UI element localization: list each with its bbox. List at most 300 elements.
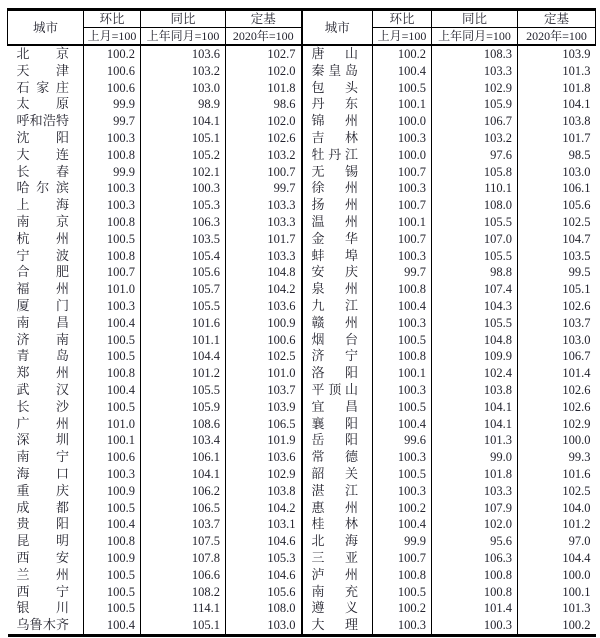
table-body (8, 45, 596, 635)
city-name: 徐州 (311, 180, 358, 196)
table-row (8, 80, 596, 97)
yoy-value-cell: 97.6 (432, 147, 518, 164)
header-base-sub-right: 2020年=100 (518, 28, 596, 46)
yoy-value-cell: 101.8 (432, 466, 518, 483)
table-row (8, 466, 596, 483)
city-cell (8, 96, 84, 113)
yoy-value-cell: 105.9 (432, 96, 518, 113)
yoy-value-cell: 110.1 (432, 180, 518, 197)
city-name: 长春 (16, 163, 69, 179)
city-cell (8, 500, 84, 517)
mom-value-cell: 101.0 (84, 281, 141, 298)
city-name: 平顶山 (311, 381, 358, 397)
yoy-value-cell: 101.1 (141, 332, 226, 349)
base-value-cell: 103.0 (226, 617, 302, 635)
table-row (8, 264, 596, 281)
yoy-value-cell: 106.5 (141, 500, 226, 517)
city-name: 郑州 (16, 365, 69, 381)
mom-value-cell: 100.4 (373, 63, 432, 80)
city-name: 韶关 (311, 465, 358, 481)
yoy-value-cell: 102.4 (432, 365, 518, 382)
yoy-value-cell: 105.4 (141, 248, 226, 265)
city-name: 洛阳 (311, 365, 358, 381)
city-name: 南昌 (16, 314, 69, 330)
base-value-cell: 99.5 (568, 265, 591, 280)
base-value-cell: 104.6 (226, 567, 302, 584)
base-value-cell: 101.3 (562, 601, 591, 616)
mom-value-cell: 100.7 (373, 231, 432, 248)
yoy-value-cell: 105.5 (141, 382, 226, 399)
base-value-cell: 102.6 (562, 382, 591, 397)
city-name: 锦州 (311, 113, 358, 129)
table-row (8, 399, 596, 416)
city-cell (8, 147, 84, 164)
city-cell (8, 533, 84, 550)
city-cell (302, 584, 373, 601)
base-value-cell: 101.4 (562, 366, 591, 381)
city-name: 青岛 (16, 348, 69, 364)
city-cell (302, 315, 373, 332)
base-value-cell: 103.2 (226, 147, 302, 164)
mom-value-cell: 100.5 (84, 600, 141, 617)
table-row (8, 63, 596, 80)
mom-value-cell: 100.6 (84, 449, 141, 466)
city-name: 包头 (311, 79, 358, 95)
yoy-value-cell: 101.2 (141, 365, 226, 382)
header-yoy-left: 同比 (141, 10, 226, 28)
city-cell (8, 483, 84, 500)
yoy-value-cell: 98.8 (432, 264, 518, 281)
city-cell (8, 63, 84, 80)
base-value-cell: 103.8 (562, 114, 591, 129)
header-mom-left: 环比 (84, 10, 141, 28)
header-base-left: 定基 (226, 10, 302, 28)
city-cell (302, 617, 373, 635)
header-mom-sub-left: 上月=100 (84, 28, 141, 46)
yoy-value-cell: 102.0 (432, 516, 518, 533)
header-city-right: 城市 (302, 10, 373, 46)
base-value-cell: 99.3 (568, 450, 591, 465)
yoy-value-cell: 105.5 (141, 298, 226, 315)
yoy-value-cell: 108.6 (141, 416, 226, 433)
city-cell (302, 449, 373, 466)
base-value-cell: 102.9 (226, 466, 302, 483)
mom-value-cell: 100.5 (373, 80, 432, 97)
base-value-cell: 103.9 (562, 47, 591, 61)
city-name: 西安 (16, 549, 69, 565)
city-name: 上海 (16, 197, 69, 213)
base-value-cell: 103.5 (562, 248, 591, 263)
city-cell (302, 382, 373, 399)
mom-value-cell: 100.8 (373, 348, 432, 365)
city-cell (8, 449, 84, 466)
city-name: 吉林 (311, 129, 358, 145)
yoy-value-cell: 104.3 (432, 298, 518, 315)
city-cell (302, 130, 373, 147)
mom-value-cell: 100.3 (84, 197, 141, 214)
city-cell (302, 180, 373, 197)
mom-value-cell: 99.7 (373, 264, 432, 281)
base-value-cell: 101.2 (562, 517, 591, 532)
base-value-cell: 104.8 (226, 264, 302, 281)
mom-value-cell: 100.3 (84, 180, 141, 197)
base-value-cell: 101.9 (226, 432, 302, 449)
yoy-value-cell: 106.1 (141, 449, 226, 466)
table-row (8, 248, 596, 265)
city-cell (302, 231, 373, 248)
base-value-cell: 101.0 (226, 365, 302, 382)
city-cell (302, 348, 373, 365)
base-value-cell: 106.7 (562, 349, 591, 364)
mom-value-cell: 100.4 (373, 516, 432, 533)
city-cell (302, 399, 373, 416)
yoy-value-cell: 104.1 (141, 113, 226, 130)
base-value-cell: 100.6 (226, 332, 302, 349)
table-row (8, 180, 596, 197)
base-value-cell: 103.3 (226, 197, 302, 214)
city-cell (8, 550, 84, 567)
mom-value-cell: 100.8 (84, 214, 141, 231)
yoy-value-cell: 102.9 (432, 80, 518, 97)
yoy-value-cell: 105.1 (141, 130, 226, 147)
mom-value-cell: 100.0 (373, 147, 432, 164)
table-row (8, 197, 596, 214)
base-value-cell: 105.1 (562, 282, 591, 297)
yoy-value-cell: 102.1 (141, 164, 226, 181)
mom-value-cell: 100.8 (84, 365, 141, 382)
base-value-cell: 103.0 (562, 164, 591, 179)
base-value-cell: 105.6 (562, 198, 591, 213)
city-name: 九江 (311, 297, 358, 313)
mom-value-cell: 100.5 (84, 584, 141, 601)
base-value-cell: 102.0 (226, 63, 302, 80)
yoy-value-cell: 103.2 (141, 63, 226, 80)
yoy-value-cell: 104.4 (141, 348, 226, 365)
base-value-cell: 97.0 (568, 534, 591, 549)
city-cell (8, 399, 84, 416)
mom-value-cell: 100.3 (84, 298, 141, 315)
city-name: 福州 (16, 281, 69, 297)
base-value-cell: 104.6 (226, 533, 302, 550)
yoy-value-cell: 103.3 (432, 63, 518, 80)
yoy-value-cell: 101.6 (141, 315, 226, 332)
yoy-value-cell: 106.3 (141, 214, 226, 231)
yoy-value-cell: 106.2 (141, 483, 226, 500)
city-name: 宜昌 (311, 398, 358, 414)
mom-value-cell: 100.2 (373, 45, 432, 63)
yoy-value-cell: 114.1 (141, 600, 226, 617)
city-name: 济南 (16, 331, 69, 347)
city-name: 大理 (311, 617, 358, 633)
city-cell (8, 584, 84, 601)
city-name: 大连 (16, 146, 69, 162)
table-row (8, 315, 596, 332)
city-name: 沈阳 (16, 129, 69, 145)
yoy-value-cell: 108.3 (432, 45, 518, 63)
yoy-value-cell: 100.3 (432, 617, 518, 635)
mom-value-cell: 100.9 (84, 550, 141, 567)
city-cell (302, 45, 373, 63)
base-value-cell: 100.0 (562, 567, 591, 582)
city-cell (302, 281, 373, 298)
city-name: 太原 (16, 96, 69, 112)
yoy-value-cell: 108.0 (432, 197, 518, 214)
city-cell (302, 567, 373, 584)
base-value-cell: 106.1 (562, 181, 591, 196)
mom-value-cell: 100.3 (373, 483, 432, 500)
mom-value-cell: 100.7 (373, 550, 432, 567)
table-row (8, 432, 596, 449)
city-name: 杭州 (16, 230, 69, 246)
city-cell (8, 113, 84, 130)
city-name: 湛江 (311, 482, 358, 498)
base-value-cell: 103.7 (226, 382, 302, 399)
yoy-value-cell: 100.8 (432, 567, 518, 584)
city-cell (302, 298, 373, 315)
table-row (8, 382, 596, 399)
header-mom-right: 环比 (373, 10, 432, 28)
table-row (8, 550, 596, 567)
yoy-value-cell: 104.8 (432, 332, 518, 349)
price-index-table (7, 8, 596, 637)
table-row (8, 416, 596, 433)
yoy-value-cell: 107.8 (141, 550, 226, 567)
city-cell (8, 332, 84, 349)
city-name: 西宁 (16, 583, 69, 599)
city-name: 温州 (311, 213, 358, 229)
city-cell (8, 281, 84, 298)
table-row (8, 533, 596, 550)
city-cell (302, 113, 373, 130)
mom-value-cell: 100.5 (84, 399, 141, 416)
mom-value-cell: 99.9 (373, 533, 432, 550)
city-cell (302, 264, 373, 281)
base-value-cell: 100.1 (562, 584, 591, 599)
mom-value-cell: 100.0 (373, 113, 432, 130)
mom-value-cell: 100.8 (373, 281, 432, 298)
yoy-value-cell: 99.0 (432, 449, 518, 466)
city-cell (8, 130, 84, 147)
city-name: 乌鲁木齐 (16, 617, 69, 633)
city-cell (8, 231, 84, 248)
yoy-value-cell: 104.1 (432, 399, 518, 416)
mom-value-cell: 100.4 (84, 516, 141, 533)
city-name: 常德 (311, 449, 358, 465)
table-row (8, 617, 596, 635)
yoy-value-cell: 105.6 (141, 264, 226, 281)
base-value-cell: 100.2 (518, 617, 596, 635)
yoy-value-cell: 104.1 (432, 416, 518, 433)
city-name: 石家庄 (16, 79, 69, 95)
base-value-cell: 104.1 (562, 97, 591, 112)
city-cell (302, 248, 373, 265)
table-row (8, 147, 596, 164)
city-cell (302, 365, 373, 382)
mom-value-cell: 100.3 (373, 617, 432, 635)
city-name: 三亚 (311, 549, 358, 565)
base-value-cell: 102.0 (226, 113, 302, 130)
city-cell (8, 298, 84, 315)
table-row (8, 567, 596, 584)
header-yoy-sub-right: 上年同月=100 (432, 28, 518, 46)
mom-value-cell: 100.1 (373, 365, 432, 382)
table-row (8, 130, 596, 147)
base-value-cell: 103.3 (226, 214, 302, 231)
table-row (8, 96, 596, 113)
header-yoy-sub-left: 上年同月=100 (141, 28, 226, 46)
city-name: 济宁 (311, 348, 358, 364)
table-row (8, 164, 596, 181)
mom-value-cell: 100.5 (373, 332, 432, 349)
city-name: 宁波 (16, 247, 69, 263)
city-cell (302, 63, 373, 80)
yoy-value-cell: 101.3 (432, 432, 518, 449)
base-value-cell: 105.6 (226, 584, 302, 601)
base-value-cell: 100.7 (226, 164, 302, 181)
city-name: 深圳 (16, 432, 69, 448)
yoy-value-cell: 107.9 (432, 500, 518, 517)
base-value-cell: 102.6 (226, 130, 302, 147)
mom-value-cell: 100.5 (84, 332, 141, 349)
city-cell (8, 348, 84, 365)
city-name: 长沙 (16, 398, 69, 414)
city-cell (302, 483, 373, 500)
table-row (8, 584, 596, 601)
city-name: 北海 (311, 533, 358, 549)
base-value-cell: 102.5 (562, 214, 591, 229)
city-name: 兰州 (16, 566, 69, 582)
yoy-value-cell: 107.4 (432, 281, 518, 298)
city-name: 蚌埠 (311, 247, 358, 263)
city-name: 武汉 (16, 381, 69, 397)
yoy-value-cell: 105.9 (141, 399, 226, 416)
mom-value-cell: 100.1 (373, 96, 432, 113)
city-cell (302, 214, 373, 231)
mom-value-cell: 100.3 (373, 130, 432, 147)
base-value-cell: 108.0 (226, 600, 302, 617)
city-name: 南宁 (16, 449, 69, 465)
yoy-value-cell: 105.7 (141, 281, 226, 298)
city-cell (8, 197, 84, 214)
mom-value-cell: 100.7 (84, 264, 141, 281)
yoy-value-cell: 105.8 (432, 164, 518, 181)
base-value-cell: 101.3 (562, 63, 591, 78)
mom-value-cell: 99.9 (84, 96, 141, 113)
city-name: 扬州 (311, 197, 358, 213)
base-value-cell: 101.8 (562, 80, 591, 95)
mom-value-cell: 100.3 (373, 180, 432, 197)
mom-value-cell: 100.3 (84, 130, 141, 147)
table-row (8, 45, 596, 63)
city-cell (302, 432, 373, 449)
mom-value-cell: 100.7 (373, 164, 432, 181)
city-cell (302, 550, 373, 567)
table-row (8, 600, 596, 617)
yoy-value-cell: 101.4 (432, 600, 518, 617)
table-row (8, 483, 596, 500)
yoy-value-cell: 103.6 (141, 45, 226, 63)
yoy-value-cell: 108.2 (141, 584, 226, 601)
city-cell (8, 432, 84, 449)
mom-value-cell: 100.3 (373, 248, 432, 265)
mom-value-cell: 100.5 (373, 399, 432, 416)
city-name: 重庆 (16, 482, 69, 498)
mom-value-cell: 100.2 (373, 600, 432, 617)
mom-value-cell: 100.5 (84, 500, 141, 517)
base-value-cell: 100.9 (226, 315, 302, 332)
base-value-cell: 104.2 (226, 281, 302, 298)
table-row (8, 231, 596, 248)
city-name: 遵义 (311, 600, 358, 616)
base-value-cell: 102.6 (562, 399, 591, 414)
city-cell (302, 500, 373, 517)
base-value-cell: 102.5 (562, 483, 591, 498)
base-value-cell: 102.5 (226, 348, 302, 365)
mom-value-cell: 100.4 (84, 315, 141, 332)
yoy-value-cell: 104.1 (141, 466, 226, 483)
mom-value-cell: 100.4 (373, 416, 432, 433)
mom-value-cell: 100.4 (373, 298, 432, 315)
yoy-value-cell: 105.1 (141, 617, 226, 635)
yoy-value-cell: 103.5 (141, 231, 226, 248)
base-value-cell: 104.2 (226, 500, 302, 517)
city-cell (302, 416, 373, 433)
base-value-cell: 102.7 (226, 45, 302, 63)
city-name: 安庆 (311, 264, 358, 280)
mom-value-cell: 100.6 (84, 80, 141, 97)
yoy-value-cell: 100.3 (141, 180, 226, 197)
yoy-value-cell: 103.0 (141, 80, 226, 97)
base-value-cell: 103.8 (226, 483, 302, 500)
table-row (8, 348, 596, 365)
city-cell (8, 264, 84, 281)
city-name: 泸州 (311, 566, 358, 582)
city-cell (8, 45, 84, 63)
city-name: 广州 (16, 415, 69, 431)
yoy-value-cell: 103.8 (432, 382, 518, 399)
yoy-value-cell: 103.4 (141, 432, 226, 449)
mom-value-cell: 99.7 (84, 113, 141, 130)
mom-value-cell: 100.5 (84, 231, 141, 248)
table-row (8, 113, 596, 130)
mom-value-cell: 100.2 (84, 45, 141, 63)
city-name: 哈尔滨 (16, 180, 69, 196)
base-value-cell: 103.7 (562, 315, 591, 330)
city-cell (8, 80, 84, 97)
city-cell (302, 164, 373, 181)
mom-value-cell: 100.8 (84, 147, 141, 164)
city-name: 成都 (16, 499, 69, 515)
city-cell (302, 197, 373, 214)
city-name: 昆明 (16, 533, 69, 549)
city-cell (8, 382, 84, 399)
city-name: 烟台 (311, 331, 358, 347)
table-row (8, 281, 596, 298)
city-name: 岳阳 (311, 432, 358, 448)
table-row (8, 449, 596, 466)
base-value-cell: 103.9 (226, 399, 302, 416)
mom-value-cell: 100.4 (84, 382, 141, 399)
base-value-cell: 104.0 (562, 500, 591, 515)
city-cell (8, 567, 84, 584)
base-value-cell: 104.4 (562, 550, 591, 565)
base-value-cell: 104.7 (562, 231, 591, 246)
city-cell (302, 533, 373, 550)
city-name: 丹东 (311, 96, 358, 112)
header-city-left: 城市 (8, 10, 84, 46)
base-value-cell: 103.6 (226, 298, 302, 315)
city-cell (8, 466, 84, 483)
